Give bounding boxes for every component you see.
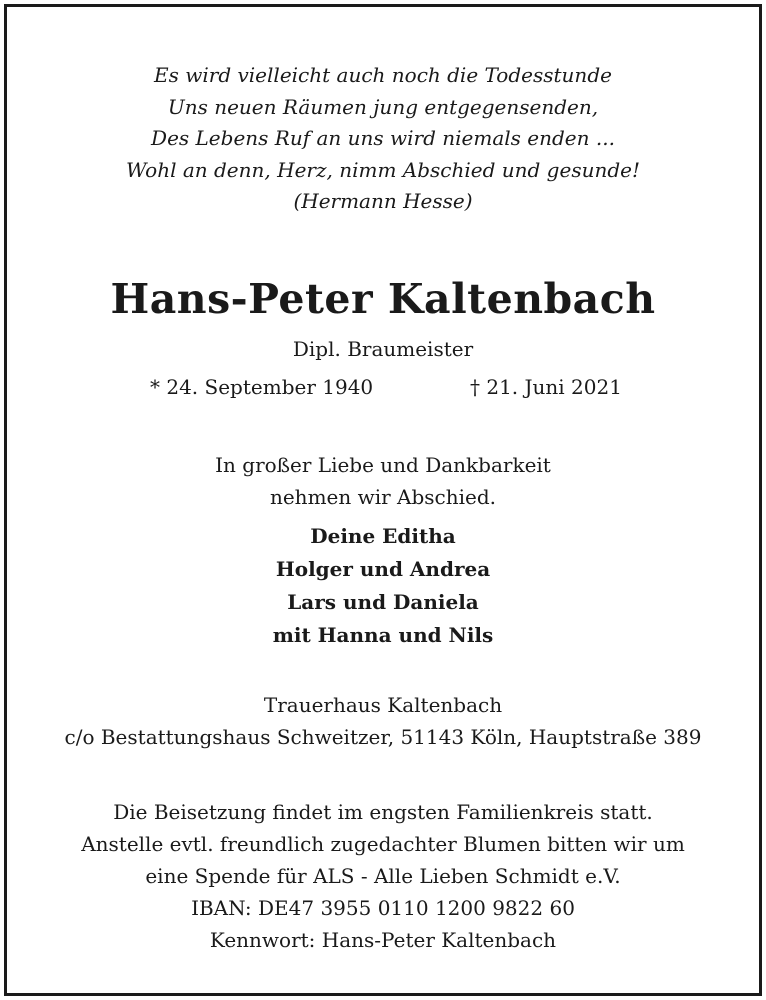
poem-line: Des Lebens Ruf an uns wird niemals enden ... (151, 126, 615, 150)
mourner-name: Holger und Andrea (275, 557, 491, 581)
mourning-address (7, 689, 759, 753)
poem-author: (Hermann Hesse) (293, 189, 473, 213)
notice-line: eine Spende für ALS - Alle Lieben Schmidt e.V. (145, 864, 621, 888)
mourner-name: Deine Editha (310, 524, 456, 548)
obituary-card (4, 4, 762, 996)
keyword-line: Kennwort: Hans-Peter Kaltenbach (209, 928, 557, 952)
life-dates (7, 375, 759, 405)
farewell-line: In großer Liebe und Dankbarkeit (215, 453, 551, 477)
notice-line: Anstelle evtl. freundlich zugedachter Blumen bitten wir um (81, 832, 685, 856)
poem-line: Es wird vielleicht auch noch die Todesstunde (154, 63, 612, 87)
address-line: Trauerhaus Kaltenbach (263, 693, 503, 717)
address-line: c/o Bestattungshaus Schweitzer, 51143 Köln, Hauptstraße 389 (64, 725, 702, 749)
iban-line: IBAN: DE47 3955 0110 1200 9822 60 (191, 896, 575, 920)
deceased-name: Hans-Peter Kaltenbach (110, 275, 656, 323)
birth-date: * 24. September 1940 (150, 375, 374, 399)
poem-line: Uns neuen Räumen jung entgegensenden, (167, 94, 599, 119)
notice-line: Die Beisetzung findet im engsten Familienkreis statt. (113, 800, 653, 824)
funeral-notice (7, 796, 759, 956)
poem-quote (7, 60, 759, 218)
farewell-line: nehmen wir Abschied. (269, 484, 497, 509)
mourner-name: mit Hanna und Nils (272, 623, 494, 647)
death-date: † 21. Juni 2021 (470, 375, 622, 399)
mourners-list (7, 520, 759, 652)
mourner-name: Lars und Daniela (287, 590, 479, 614)
deceased-title: Dipl. Braumeister (292, 337, 474, 361)
poem-line: Wohl an denn, Herz, nimm Abschied und gesunde! (125, 157, 641, 182)
farewell-text (7, 450, 759, 513)
